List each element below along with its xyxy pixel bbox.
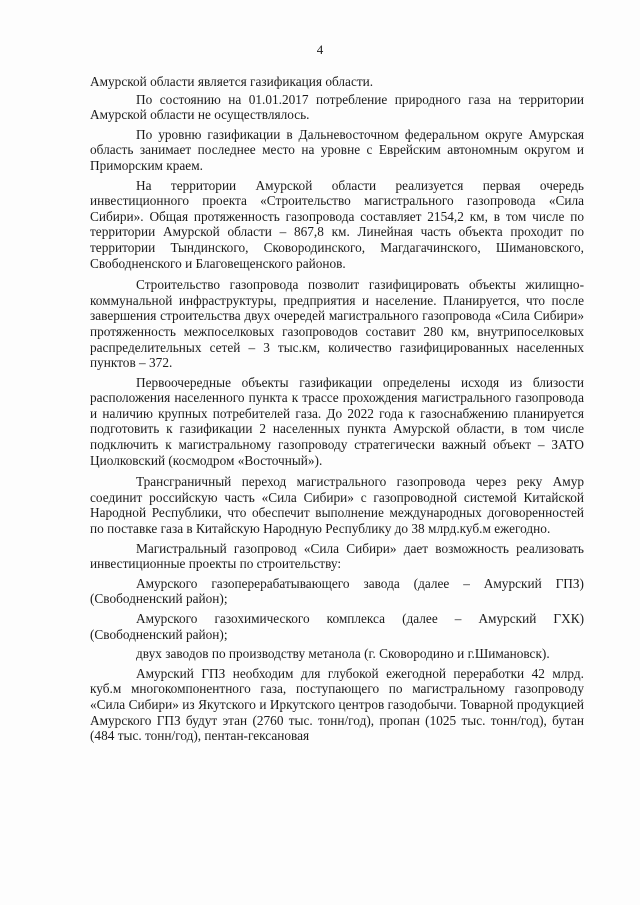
paragraph: Трансграничный переход магистрального газопровода через реку Амур соединит российскую часть «Сила Сибири» с газопроводной системой Китайской Народной Республики, что обеспечит выполнение международных договоренностей по поставке газа в Китайскую Народную Республику до 38 млрд.куб.м ежегодно. xyxy=(90,474,584,537)
paragraph: Строительство газопровода позволит газифицировать объекты жилищно-коммунальной инфраструктуры, предприятия и население. Планируется, что после завершения строительства двух очередей магистрального газопровода «Сила Сибири» протяженность межпоселковых газопроводов составит 280 км, внутрипоселковых распределительных сетей – 3 тыс.км, количество газифицированных населенных пунктов – 372. xyxy=(90,277,584,371)
paragraph: Первоочередные объекты газификации определены исходя из близости расположения населенного пункта к трассе прохождения магистрального газопровода и наличию крупных потребителей газа. До 2022 года к газоснабжению планируется подготовить к газификации 2 населенных пункта Амурской области, в том числе подключить к магистральному газопроводу стратегически важный объект – ЗАТО Циолковский (космодром «Восточный»). xyxy=(90,374,584,468)
list-item: Амурского газоперерабатывающего завода (далее – Амурский ГПЗ) (Свободненский район); xyxy=(90,575,584,607)
paragraph: Магистральный газопровод «Сила Сибири» дает возможность реализовать инвестиционные проекты по строительству: xyxy=(90,540,584,572)
document-body xyxy=(90,74,584,744)
list-item: двух заводов по производству метанола (г. Сковородино и г.Шимановск). xyxy=(136,646,550,662)
paragraph: На территории Амурской области реализуется первая очередь инвестиционного проекта «Строительство магистрального газопровода «Сила Сибири». Общая протяженность газопровода составляет 2154,2 км, в том числе по территории Амурской области – 867,8 км. Линейная часть объекта проходит по территории Тындинского, Сковородинского, Магдагачинского, Шимановского, Свободненского и Благовещенского районов. xyxy=(90,177,584,271)
paragraph: Амурской области является газификация области. xyxy=(90,74,374,89)
page-number: 4 xyxy=(316,42,324,57)
paragraph: По уровню газификации в Дальневосточном федеральном округе Амурская область занимает последнее место на уровне с Еврейским автономным округом и Приморским краем. xyxy=(90,126,584,173)
paragraph: По состоянию на 01.01.2017 потребление природного газа на территории Амурской области не осуществлялось. xyxy=(90,91,584,123)
paragraph: Амурский ГПЗ необходим для глубокой ежегодной переработки 42 млрд. куб.м многокомпонентного газа, поступающего по магистральному газопроводу «Сила Сибири» из Якутского и Иркутского центров газодобычи. Товарной продукцией Амурского ГПЗ будут этан (2760 тыс. тонн/год), пропан (1025 тыс. тонн/год), бутан (484 тыс. тонн/год), пентан-гексановая xyxy=(90,665,584,744)
list-item: Амурского газохимического комплекса (далее – Амурский ГХК) (Свободненский район); xyxy=(90,611,584,642)
